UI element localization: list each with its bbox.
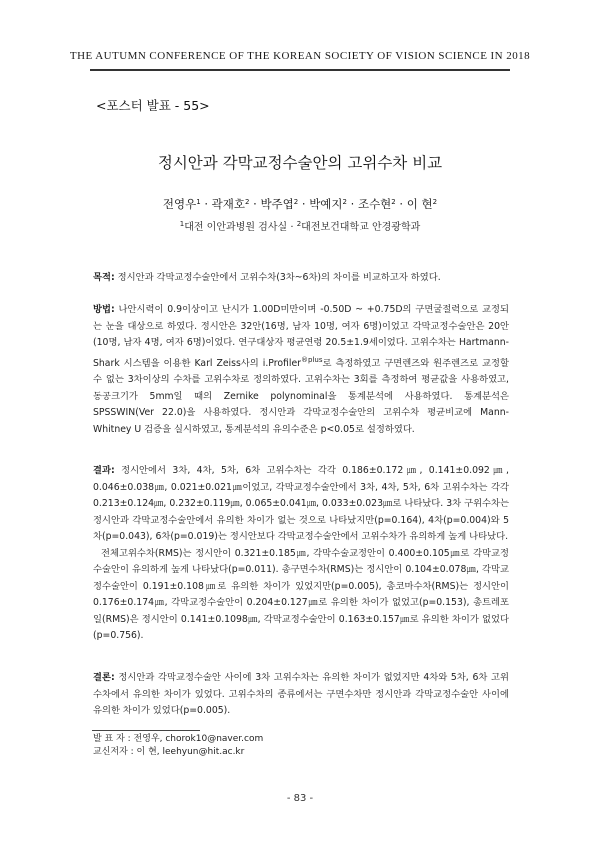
results-label: 결과: xyxy=(93,465,115,476)
author-name: 박주엽 xyxy=(260,197,294,211)
purpose-text: 정시안과 각막교정수술안에서 고위수차(3차~6차)의 차이를 비교하고자 하였다. xyxy=(114,272,441,283)
results-text-2: 전체고위수차(RMS)는 정시안이 0.321±0.185㎛, 각막수술교정안이 0.400±0.105㎛로 각막교정수술안이 유의하게 높게 나타났다(p=0.011). 총구면수차(RMS)는 정시안이 0.104±0.078㎛, 각막교정수술안이 0.191±0.108㎛로 유의한 차이가 있었지만(p=0.005), 총코마수차(RMS)는 정시안이 0.176±0.174㎛, 각막교정수술안이 0.204±0.127㎛로 유의한 차이가 없었고(p=0.153), 총트레포일(RMS)은 정시안이 0.141±0.1098㎛, 각막교정수술안이 0.163±0.157㎛로 유의한 차이가 없었다(p=0.756). xyxy=(93,547,509,641)
results-text-1: 정시안에서 3차, 4차, 5차, 6차 고위수차는 각각 0.186±0.172㎛, 0.141±0.092㎛, 0.046±0.038㎛, 0.021±0.021㎛이었고, 각막교정수술안에서 3차, 4차, 5차, 6차 고위수차는 각각 0.213±0.124㎛, 0.232±0.119㎛, 0.065±0.041㎛, 0.033±0.023㎛로 나타났다. 3차 구위수차는 정시안과 각막교정수술안에서 유의한 차이가 없는 것으로 나타났지만(p=0.164), 4차(p=0.004)와 5차(p=0.043), 6차(p=0.019)는 정시안보다 각막교정수술안에서 고위수차가 유의하게 높게 나타났다. xyxy=(93,465,509,542)
footnote-rule xyxy=(92,730,200,731)
header-rule xyxy=(90,69,510,71)
purpose-section xyxy=(93,270,509,287)
author-name: 이 현 xyxy=(406,197,433,211)
conclusion-section xyxy=(93,670,509,720)
methods-text-cont: 로 측정하였고 구면렌즈와 원주렌즈로 교정할 수 없는 3차이상의 수차를 고위수차로 정의하였다. 고위수차는 3회를 측정하여 평균값을 사용하였고, 동공크기가 5mm일 때의 Zernike polynominal을 통계분석에 사용하였다. 통계분석은 SPSSWIN(Ver 22.0)을 사용하였다. 정시안과 각막교정수술안의 고위수차 평균비교에 Mann-Whitney U 검증을 실시하였고, 통계분석의 유의수준은 p<0.05로 설정하였다. xyxy=(93,357,509,435)
author-list: 전영우$^1$ · 곽재호$^2$ · 박주엽$^2$ · 박예지$^2$ · 조수현$^2$ · 이 현$^2$ xyxy=(162,197,438,211)
paper-title: 정시안과 각막교정수술안의 고위수차 비교 xyxy=(157,154,443,172)
purpose-label: 목적: xyxy=(93,272,115,283)
affiliation-2: 대전보건대학교 안경광학과 xyxy=(301,222,421,233)
presenter-note: 발 표 자 : 전영우, chorok10@naver.com xyxy=(93,734,264,744)
author-name: 전영우 xyxy=(162,197,197,211)
footnotes xyxy=(93,733,263,758)
author-name: 곽재호 xyxy=(211,197,245,211)
author-name: 박예지 xyxy=(309,197,343,211)
affiliations: $^1$대전 이안과병원 검사실 · $^2$대전보건대학교 안경광학과 xyxy=(179,220,421,233)
affiliation-1: 대전 이안과병원 검사실 xyxy=(184,222,288,233)
methods-label: 방법: xyxy=(93,304,115,315)
author-name: 조수현 xyxy=(357,197,392,211)
conclusion-label: 결론: xyxy=(93,672,115,683)
page-number: - 83 - xyxy=(286,793,314,804)
conclusion-text: 정시안과 각막교정수술안 사이에 3차 고위수차는 유의한 차이가 없었지만 4차와 5차, 6차 고위수차에서 유의한 차이가 있었다. 고위수차의 종류에서는 구면수차만 정시안과 각막교정수술안 사이에 유의한 차이가 있었다(p=0.005). xyxy=(93,672,509,716)
poster-number: <포스터 발표 - 55> xyxy=(96,98,210,113)
methods-text: 나안시력이 0.9이상이고 난시가 1.00D미만이며 -0.50D ~ +0.75D의 구면굴절력으로 교정되는 눈을 대상으로 하였다. 정시안은 32안(16명, 남자 10명, 여자 6명)이었고 각막교정수술안은 20안(10명, 남자 4명, 여자 6명)이었다. 연구대상자 평균연령 20.5±1.9세이었다. 고위수차는 Hartmann-Shark 시스템을 이용한 Karl Zeiss사의 i.Profiler xyxy=(93,304,509,369)
conference-header: THE AUTUMN CONFERENCE OF THE KOREAN SOCIETY OF VISION SCIENCE IN 2018 xyxy=(69,50,531,62)
results-section xyxy=(93,463,509,645)
corresponding-note: 교신저자 : 이 현, leehyun@hit.ac.kr xyxy=(93,746,245,757)
methods-section: 방법: 나안시력이 0.9이상이고 난시가 1.00D미만이며 -0.50D ~ +0.75D의 구면굴절력으로 교정되는 눈을 대상으로 하였다. 정시안은 32안(16명, 남자 10명, 여자 6명)이었고 각막교정수술안은 20안(10명, 남자 4명, 여자 6명)이었다. 연구대상자 평균연령 20.5±1.9세이었다. 고위수차는 Hartmann-Shark 시스템을 이용한 Karl Zeiss사의 i.Profiler$^{®plus}$로 측정하였고 구면렌즈와 원주렌즈로 교정할 수 없는 3차이상의 수차를 고위수차로 정의하였다. 고위수차는 3회를 측정하여 평균값을 사용하였고, 동공크기가 5mm일 때의 Zernike polynominal을 통계분석에 사용하였다. 통계분석은 SPSSWIN(Ver 22.0)을 사용하였다. 정시안과 각막교정수술안의 고위수차 평균비교에 Mann-Whitney U 검증을 실시하였고, 통계분석의 유의수준은 p<0.05로 설정하였다. xyxy=(93,304,509,435)
